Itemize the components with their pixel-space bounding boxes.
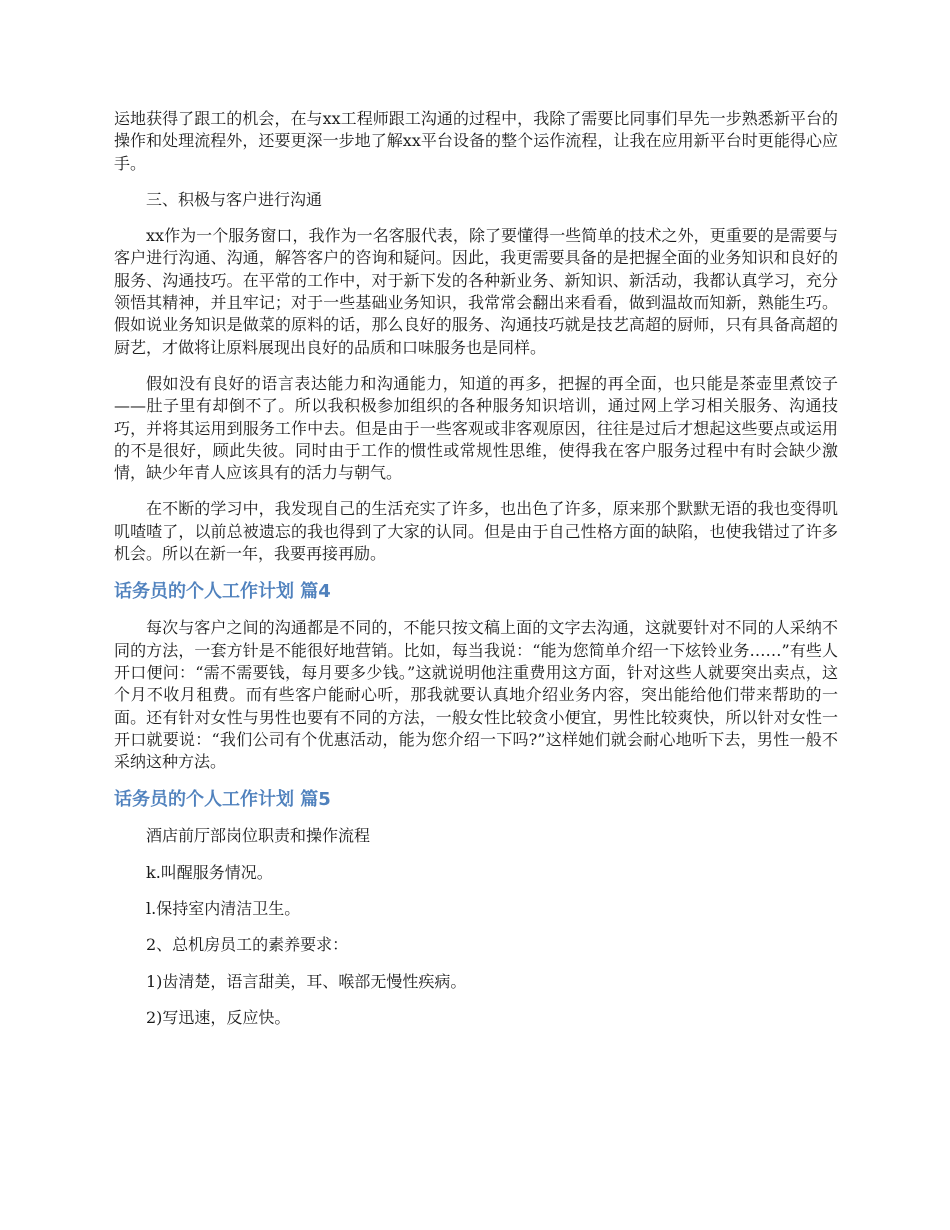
document-page — [114, 108, 838, 1043]
section-three-title: 三、积极与客户进行沟通 — [146, 189, 323, 209]
paragraph-communication: xx作为一个服务窗口，我作为一名客服代表，除了要懂得一些简单的技术之外，更重要的是需要与客户进行沟通、沟通，解答客户的咨询和疑问。因此，我更需要具备的是把握全面的业务知识和良好的服务、沟通技巧。在平常的工作中，对于新下发的各种新业务、新知识、新活动，我都认真学习，充分领悟其精神，并且牢记；对于一些基础业务知识，我常常会翻出来看看，做到温故而知新，熟能生巧。假如说业务知识是做菜的原料的话，那么良好的服务、沟通技巧就是技艺高超的厨师，只有具备高超的厨艺，才做将让原料展现出良好的品质和口味服务也是同样。 — [114, 226, 838, 357]
heading-section-5: 话务员的个人工作计划 篇5 — [114, 789, 331, 811]
list-item: 1)齿清楚，语言甜美，耳、喉部无慢性疾病。 — [146, 971, 467, 991]
list-item: 酒店前厅部岗位职责和操作流程 — [146, 826, 371, 846]
paragraph-continuation: 运地获得了跟工的机会，在与xx工程师跟工沟通的过程中，我除了需要比同事们早先一步熟悉新平台的操作和处理流程外，还要更深一步地了解xx平台设备的整个运作流程，让我在应用新平台时更能得心应手。 — [114, 109, 838, 173]
paragraph-learning: 在不断的学习中，我发现自己的生活充实了许多，也出色了许多，原来那个默默无语的我也变得叽叽喳喳了，以前总被遗忘的我也得到了大家的认同。但是由于自己性格方面的缺陷，也使我错过了许多机会。所以在新一年，我要再接再励。 — [114, 499, 838, 564]
list-item: 2)写迅速，反应快。 — [146, 1007, 291, 1027]
paragraph-language-skills: 假如没有良好的语言表达能力和沟通能力，知道的再多，把握的再全面，也只能是茶壶里煮饺子——肚子里有却倒不了。所以我积极参加组织的各种服务知识培训，通过网上学习相关服务、沟通技巧，并将其运用到服务工作中去。但是由于一些客观或非客观原因，往往是过后才想起这些要点或运用的不是很好，顾此失彼。同时由于工作的惯性或常规性思维，使得我在客户服务过程中有时会缺少激情，缺少年青人应该具有的活力与朝气。 — [114, 373, 838, 483]
list-item: k.叫醒服务情况。 — [146, 862, 273, 882]
list-item: l.保持室内清洁卫生。 — [146, 899, 301, 919]
paragraph-section-4: 每次与客户之间的沟通都是不同的，不能只按文稿上面的文字去沟通，这就要针对不同的人采纳不同的方法，一套方针是不能很好地营销。比如，每当我说：“能为您简单介绍一下炫铃业务……”有些人开口便问：“需不需要钱，每月要多少钱。”这就说明他注重费用这方面，针对这些人就要突出卖点，这个月不收月租费。而有些客户能耐心听，那我就要认真地介绍业务内容，突出能给他们带来帮助的一面。还有针对女性与男性也要有不同的方法，一般女性比较贪小便宜，男性比较爽快，所以针对女性一开口就要说：“我们公司有个优惠活动，能为您介绍一下吗?”这样她们就会耐心地听下去，男性一般不采纳这种方法。 — [114, 618, 838, 772]
list-item: 2、总机房员工的素养要求： — [146, 935, 349, 955]
heading-section-4: 话务员的个人工作计划 篇4 — [114, 581, 331, 603]
